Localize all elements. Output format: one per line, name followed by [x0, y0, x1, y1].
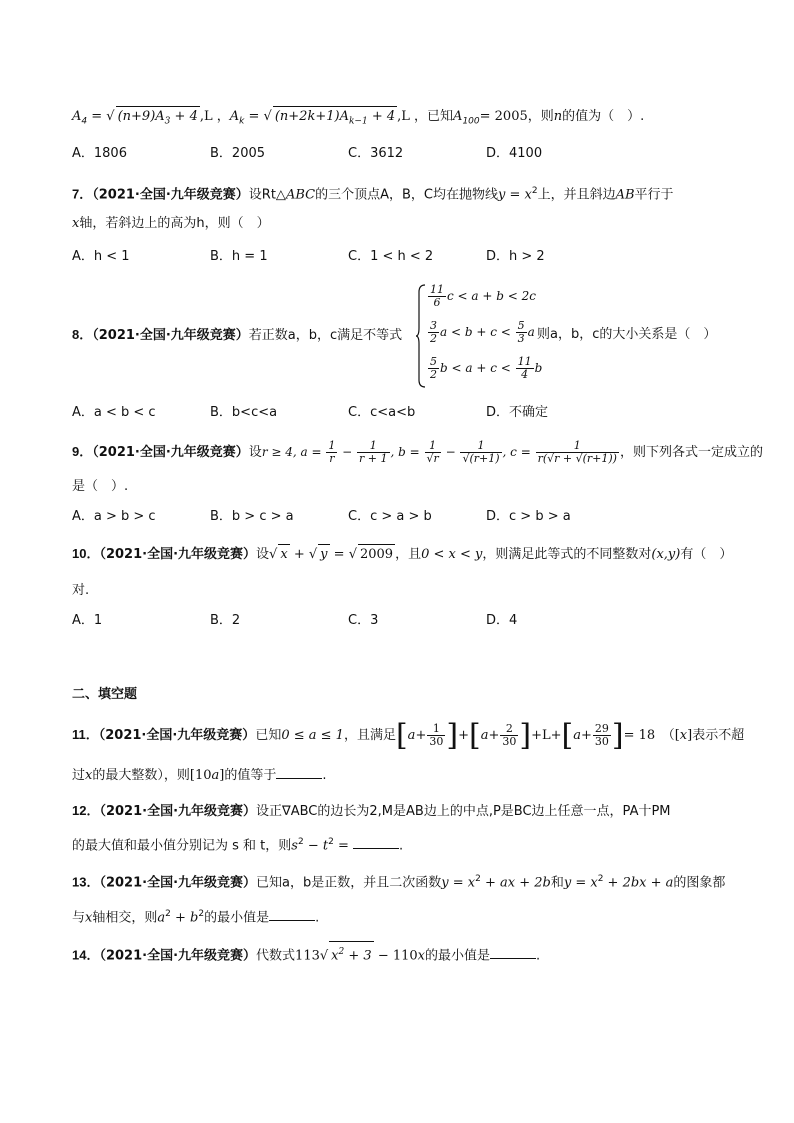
q9-option-d[interactable]: D．c > b > a	[486, 509, 571, 524]
q7-option-d[interactable]: D．h > 2	[486, 249, 545, 264]
q10-source: （2021·全国·九年级竞赛）	[99, 547, 257, 562]
q6-option-c[interactable]: C．3612	[348, 146, 404, 161]
q12-source: （2021·全国·九年级竞赛）	[99, 804, 257, 819]
q8-option-d[interactable]: D．不确定	[486, 405, 549, 420]
q8-source: （2021·全国·九年级竞赛）	[92, 328, 249, 343]
q12-line2: 的最大值和最小值分别记为 s 和 t，则$s^2 - t^2$ = .	[72, 832, 403, 856]
q6-a100-value: = 2005	[479, 109, 528, 124]
q6-sequence-line: $A_4$ = √ $(n+9)A_3 + 4$ ,L ，$A_k$ = √ $(n+2k+1)A_{k-1} + 4$ ,L ，已知$A_{100}= 2005$，则n的值为（ ）.	[72, 106, 644, 132]
q10-option-c[interactable]: C．3	[348, 613, 379, 628]
q6-option-b[interactable]: B．2005	[210, 146, 266, 161]
q7-line2: x轴，若斜边上的高为h，则（ ）	[72, 216, 270, 231]
q9-line2: 是（ ）.	[72, 479, 129, 494]
q10-stem-line: 10．（2021·全国·九年级竞赛）设√ x + √ y = √ 2009 ，且0 < x < y，则满足此等式的不同整数对(x,y)有（ ）	[72, 544, 732, 565]
q9-option-a[interactable]: A．a > b > c	[72, 509, 156, 524]
q9-stem-line: 9．（2021·全国·九年级竞赛）设r ≥ 4, a = $\frac{1}{r}$ − $\frac{1}{r + 1}$ , b = $\frac{1}{√r}$ − $\frac{1}{√(r+1)}$ , c = $\frac{1}{r(√r + √(r+1))}$ ，则下列各式一定成立的	[72, 439, 763, 465]
q12-stem-line: 12．（2021·全国·九年级竞赛）设正∇ABC的边长为2,M是AB边上的中点,P是BC边上任意一点，PA十PM	[72, 803, 671, 819]
q7-option-b[interactable]: B．h = 1	[210, 249, 268, 264]
q8-inequality-2: $\frac{3}{2}$ a < b + c < $\frac{5}{3}$ a	[430, 319, 535, 345]
q6-given-text: ，已知	[414, 109, 454, 124]
q9-number: 9．	[72, 444, 93, 459]
q11-answer-blank[interactable]	[276, 764, 322, 779]
q10-option-d[interactable]: D．4	[486, 613, 518, 628]
q11-line2: 过x的最大整数），则[10a]的值等于 .	[72, 764, 327, 786]
q14-source: （2021·全国·九年级竞赛）	[99, 948, 257, 964]
q14-stem-line: 14．（2021·全国·九年级竞赛）代数式113√ $x^2 + 3 - 110x$的最小值是 .	[72, 941, 540, 966]
q8-inequality-3: $\frac{5}{2}$ b < a + c < $\frac{11}{4}$ b	[430, 355, 543, 381]
q8-option-a[interactable]: A．a < b < c	[72, 405, 156, 420]
q9-source: （2021·全国·九年级竞赛）	[92, 445, 249, 460]
q9-option-b[interactable]: B．b > c > a	[210, 509, 294, 524]
q8-system-brace	[416, 284, 426, 388]
q8-stem-after: 则a，b，c的大小关系是（ ）	[537, 327, 717, 342]
q6-option-a[interactable]: A．1806	[72, 146, 127, 161]
q11-number: 11．	[72, 727, 99, 742]
q11-source: （2021·全国·九年级竞赛）	[98, 728, 256, 743]
q7-number: 7．	[72, 186, 93, 202]
q8-inequality-1: $\frac{11}{6}$ c < a + b < 2c	[430, 283, 536, 309]
q13-number: 13．	[72, 874, 100, 890]
q6-question-text: 的值为（ ）.	[562, 109, 645, 124]
q13-line2: 与x轴相交，则$a^2 + b^2$的最小值是 .	[72, 904, 319, 928]
q14-answer-blank[interactable]	[490, 944, 536, 959]
q10-option-a[interactable]: A．1	[72, 613, 103, 628]
q12-answer-blank[interactable]	[353, 834, 399, 849]
q14-number: 14．	[72, 947, 100, 963]
q13-source: （2021·全国·九年级竞赛）	[99, 875, 257, 891]
section-fill-in-title: 二、填空题	[72, 687, 138, 702]
q8-stem-line: 8．（2021·全国·九年级竞赛）若正数a，b，c满足不等式	[72, 327, 403, 343]
q11-stem-line: 11．（2021·全国·九年级竞赛）已知0 ≤ a ≤ 1，且满足[a+ $\frac{1}{30}$ ]+[a+ $\frac{2}{30}$ ]+L+[a+ $\frac{29}{30}$ ]= 18 （[x]表示不超	[72, 717, 745, 753]
q10-line2: 对.	[72, 583, 90, 598]
q6-then-text: ，则	[527, 109, 554, 124]
q12-number: 12．	[72, 803, 100, 818]
q9-option-c[interactable]: C．c > a > b	[348, 509, 432, 524]
q8-number: 8．	[72, 327, 93, 342]
q8-option-b[interactable]: B．b<c<a	[210, 405, 278, 420]
q7-stem-line: 7．（2021·全国·九年级竞赛）设Rt△ABC的三个顶点A，B，C均在抛物线$y = x^2$上，并且斜边AB平行于	[72, 186, 674, 203]
q10-option-b[interactable]: B．2	[210, 613, 241, 628]
q10-number: 10．	[72, 546, 100, 561]
q6-option-d[interactable]: D．4100	[486, 146, 543, 161]
q13-answer-blank[interactable]	[269, 906, 315, 921]
q8-option-c[interactable]: C．c<a<b	[348, 405, 416, 420]
q7-option-a[interactable]: A．h < 1	[72, 249, 130, 264]
q7-option-c[interactable]: C．1 < h < 2	[348, 249, 434, 264]
q7-source: （2021·全国·九年级竞赛）	[92, 187, 249, 203]
q13-stem-line: 13．（2021·全国·九年级竞赛）已知a，b是正数，并且二次函数$y = x^2$ + ax + 2b和$y = x^2 + 2bx + a$的图象都	[72, 874, 726, 891]
